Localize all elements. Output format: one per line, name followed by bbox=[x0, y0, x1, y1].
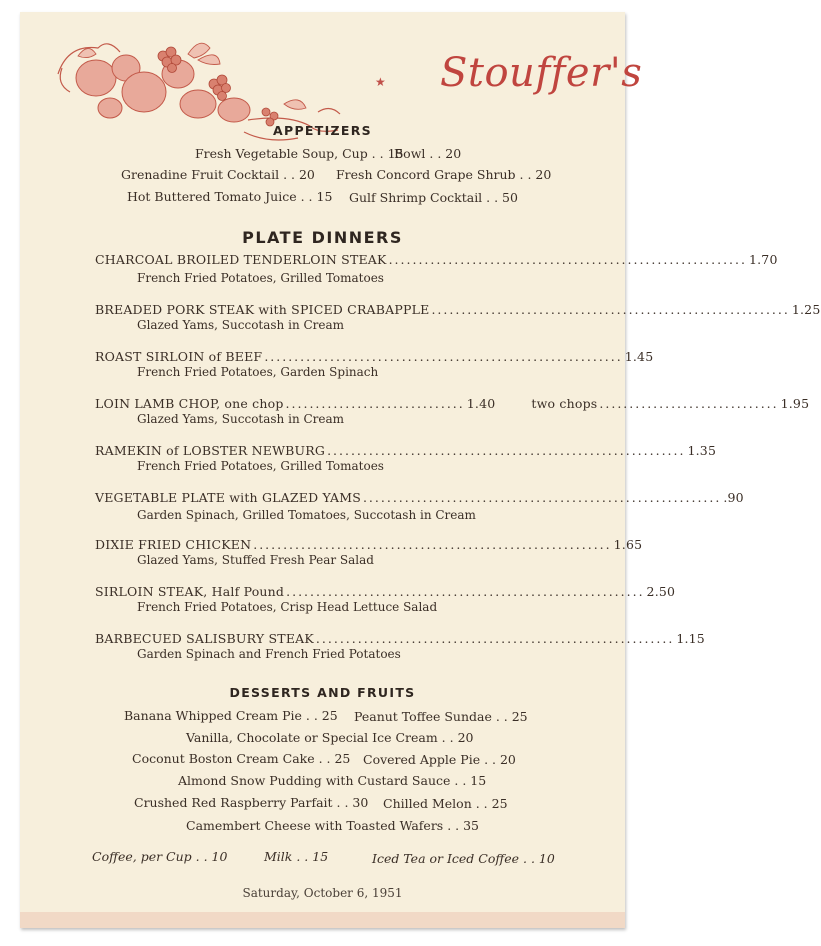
dinner-sides: Garden Spinach and French Fried Potatoes bbox=[137, 647, 401, 661]
dinner-price: 1.25 bbox=[791, 302, 821, 317]
dinner-item bbox=[95, 631, 705, 646]
raspberry-parfait-item: Crushed Red Raspberry Parfait . . 30 bbox=[134, 795, 369, 810]
dot-leader: .............................. bbox=[285, 396, 465, 411]
iced-drinks-item: Iced Tea or Iced Coffee . . 10 bbox=[372, 851, 555, 866]
dot-leader: ............................................................ bbox=[286, 584, 645, 599]
plate-dinners-heading: PLATE DINNERS bbox=[242, 228, 403, 247]
dinner-sides: French Fried Potatoes, Grilled Tomatoes bbox=[137, 271, 384, 285]
ice-cream-item: Vanilla, Chocolate or Special Ice Cream . . 20 bbox=[186, 730, 474, 745]
menu-card bbox=[20, 12, 821, 928]
dinner-name: CHARCOAL BROILED TENDERLOIN STEAK bbox=[95, 252, 387, 267]
soup-bowl-item: Bowl . . 20 bbox=[394, 146, 462, 161]
dinner-sides: Glazed Yams, Succotash in Cream bbox=[137, 412, 345, 426]
dot-leader: ............................................................ bbox=[327, 443, 686, 458]
grape-shrub-item: Fresh Concord Grape Shrub . . 20 bbox=[336, 167, 552, 182]
tomato-juice-item: Hot Buttered Tomato Juice . . 15 bbox=[127, 189, 333, 204]
dot-leader: ............................................................ bbox=[264, 349, 623, 364]
dinner-name: ROAST SIRLOIN of BEEF bbox=[95, 349, 263, 364]
dinner-price: .90 bbox=[723, 490, 744, 505]
dinner-item bbox=[95, 252, 778, 267]
dinner-item bbox=[95, 349, 654, 364]
boston-cake-item: Coconut Boston Cream Cake . . 25 bbox=[132, 751, 351, 766]
dinner-name: RAMEKIN of LOBSTER NEWBURG bbox=[95, 443, 326, 458]
dinner-price: 1.15 bbox=[676, 631, 705, 646]
coffee-item: Coffee, per Cup . . 10 bbox=[92, 849, 228, 864]
dinner-sides: French Fried Potatoes, Crisp Head Lettuce Salad bbox=[137, 600, 438, 614]
dinner-item bbox=[95, 302, 821, 317]
dot-leader: ............................................................ bbox=[362, 490, 722, 505]
dinner-name: DIXIE FRIED CHICKEN bbox=[95, 537, 252, 552]
dinner-sides: French Fried Potatoes, Garden Spinach bbox=[137, 365, 379, 379]
menu-date: Saturday, October 6, 1951 bbox=[242, 886, 403, 900]
dinner-price: 2.50 bbox=[646, 584, 676, 599]
bottom-strip bbox=[20, 912, 625, 928]
dinner-sides: Glazed Yams, Succotash in Cream bbox=[137, 318, 345, 332]
dinner-name: BREADED PORK STEAK with SPICED CRABAPPLE bbox=[95, 302, 430, 317]
peanut-sundae-item: Peanut Toffee Sundae . . 25 bbox=[354, 709, 528, 724]
almond-pudding-item: Almond Snow Pudding with Custard Sauce . . 15 bbox=[178, 773, 487, 788]
melon-item: Chilled Melon . . 25 bbox=[383, 796, 508, 811]
dinner-price: 1.45 bbox=[624, 349, 654, 364]
dot-leader: ............................................................ bbox=[253, 537, 612, 552]
brand-logo: Stouffer's bbox=[440, 50, 643, 96]
dinner-name: LOIN LAMB CHOP, one chop bbox=[95, 396, 284, 411]
dinner-price: 1.65 bbox=[613, 537, 643, 552]
dot-leader: .............................. bbox=[599, 396, 779, 411]
dot-leader: ............................................................ bbox=[315, 631, 675, 646]
desserts-heading: DESSERTS AND FRUITS bbox=[229, 685, 416, 700]
dinner-item bbox=[95, 537, 643, 552]
dinner-sides: Garden Spinach, Grilled Tomatoes, Succotash in Cream bbox=[137, 508, 476, 522]
dinner-name: VEGETABLE PLATE with GLAZED YAMS bbox=[95, 490, 361, 505]
dinner-item bbox=[95, 490, 744, 505]
dinner-item bbox=[95, 443, 717, 458]
dot-leader: ............................................................ bbox=[388, 252, 747, 267]
dinner-sides: French Fried Potatoes, Grilled Tomatoes bbox=[137, 459, 384, 473]
star-ornament-icon: ★ bbox=[375, 75, 386, 89]
dinner-name: SIRLOIN STEAK, Half Pound bbox=[95, 584, 285, 599]
dinner-sides: Glazed Yams, Stuffed Fresh Pear Salad bbox=[137, 553, 374, 567]
milk-item: Milk . . 15 bbox=[264, 849, 329, 864]
dinner-price: 1.40 bbox=[466, 396, 496, 411]
dinner-item bbox=[95, 396, 810, 411]
apple-pie-item: Covered Apple Pie . . 20 bbox=[363, 752, 516, 767]
banana-pie-item: Banana Whipped Cream Pie . . 25 bbox=[124, 708, 338, 723]
soup-cup-item: Fresh Vegetable Soup, Cup . . 15 bbox=[195, 146, 404, 161]
camembert-item: Camembert Cheese with Toasted Wafers . . 35 bbox=[186, 818, 479, 833]
dinner-price: 1.35 bbox=[687, 443, 717, 458]
dot-leader: ............................................................ bbox=[431, 302, 790, 317]
shrimp-cocktail-item: Gulf Shrimp Cocktail . . 50 bbox=[349, 190, 518, 205]
dinner-price2: 1.95 bbox=[780, 396, 810, 411]
dinner-name: BARBECUED SALISBURY STEAK bbox=[95, 631, 314, 646]
dinner-price2-label: two chops bbox=[531, 396, 598, 411]
dinner-item bbox=[95, 584, 676, 599]
appetizers-heading: APPETIZERS bbox=[273, 123, 372, 138]
dinner-price: 1.70 bbox=[748, 252, 778, 267]
grenadine-item: Grenadine Fruit Cocktail . . 20 bbox=[121, 167, 315, 182]
